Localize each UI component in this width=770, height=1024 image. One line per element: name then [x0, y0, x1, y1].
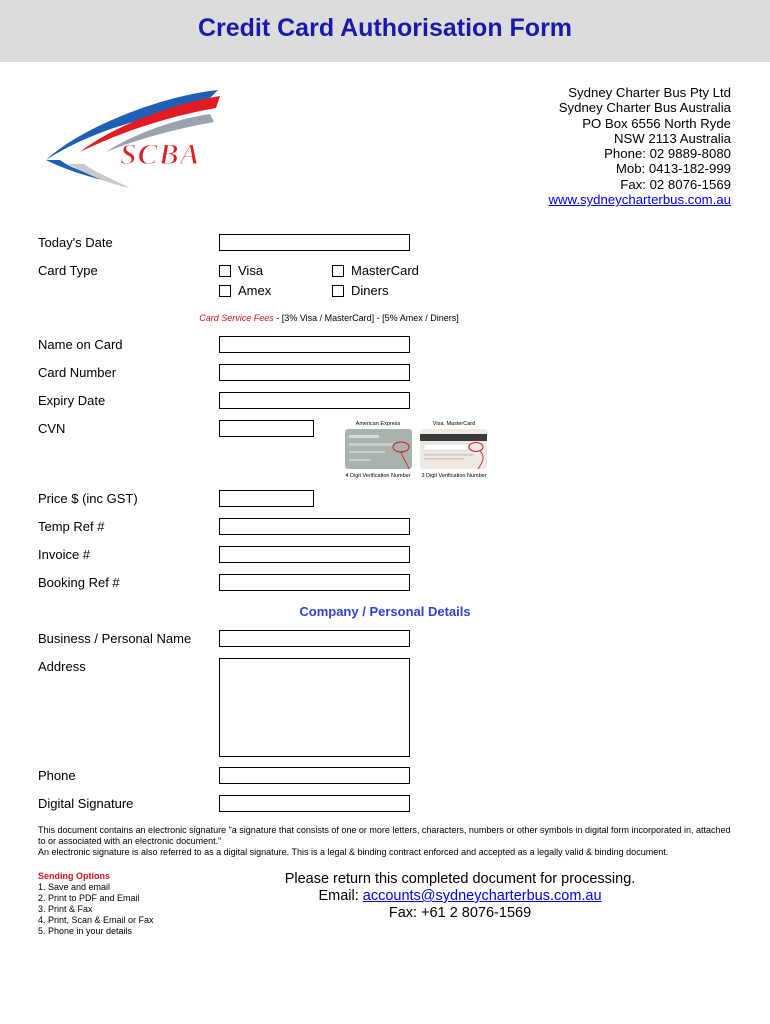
- expiry-date-field[interactable]: [219, 392, 410, 409]
- sending-option: 1. Save and email: [38, 882, 111, 892]
- digital-signature-field[interactable]: [219, 795, 410, 812]
- return-instructions: [250, 871, 670, 922]
- cvn-label: CVN: [38, 421, 66, 436]
- signature-disclaimer: [38, 825, 738, 858]
- booking-ref-label: Booking Ref #: [38, 575, 120, 590]
- svg-text:SCBA: SCBA: [120, 138, 201, 171]
- company-website-link[interactable]: www.sydneycharterbus.com.au: [548, 192, 731, 208]
- sending-options-title: Sending Options: [38, 871, 110, 881]
- name-on-card-field[interactable]: [219, 336, 410, 353]
- return-line: Please return this completed document for processing.: [284, 871, 636, 887]
- company-trading-name: Sydney Charter Bus Australia: [558, 100, 731, 116]
- visa-card-image: [420, 429, 487, 469]
- invoice-label: Invoice #: [38, 547, 91, 562]
- business-name-label: Business / Personal Name: [38, 631, 192, 646]
- price-field[interactable]: [219, 490, 314, 507]
- disclaimer-line-1: This document contains an electronic signature "a signature that consists of one or more letters, characters, numbers or other symbols in digital form incorporated in, attached to or associated with an electronic document.": [38, 825, 731, 846]
- return-fax: Fax: +61 2 8076-1569: [388, 905, 532, 921]
- fees-text: - [3% Visa / MasterCard] - [5% Amex / Diners]: [273, 313, 459, 323]
- todays-date-field[interactable]: [219, 234, 410, 251]
- amex-checkbox[interactable]: [219, 285, 231, 297]
- company-fax: Fax: 02 8076-1569: [620, 176, 731, 192]
- booking-ref-field[interactable]: [219, 574, 410, 591]
- card-number-label: Card Number: [38, 365, 117, 380]
- amex-image-title: American Express: [355, 421, 401, 427]
- card-type-label: Card Type: [38, 263, 98, 278]
- mastercard-checkbox[interactable]: [332, 265, 344, 277]
- page-title: Credit Card Authorisation Form: [197, 14, 573, 42]
- amex-card-image: [345, 429, 412, 469]
- sending-option: 3. Print & Fax: [38, 904, 93, 914]
- temp-ref-label: Temp Ref #: [38, 519, 105, 534]
- fees-label: Card Service Fees: [199, 313, 274, 323]
- mastercard-label: MasterCard: [351, 263, 419, 278]
- company-details: [548, 85, 731, 207]
- company-details-heading: Company / Personal Details: [299, 604, 471, 619]
- scba-logo: [40, 88, 258, 200]
- visa-image-title: Visa, MasterCard: [432, 421, 476, 427]
- visa-image-caption: 3 Digit Verification Number: [421, 473, 487, 479]
- phone-label: Phone: [38, 768, 76, 783]
- diners-label: Diners: [351, 283, 389, 298]
- card-service-fees: [0, 313, 658, 323]
- todays-date-label: Today's Date: [38, 235, 113, 250]
- price-label: Price $ (inc GST): [38, 491, 138, 506]
- amex-image-caption: 4 Digit Verification Number: [345, 473, 411, 479]
- visa-checkbox[interactable]: [219, 265, 231, 277]
- visa-label: Visa: [238, 263, 264, 278]
- cvn-field[interactable]: [219, 420, 314, 437]
- amex-label: Amex: [238, 283, 272, 298]
- card-number-field[interactable]: [219, 364, 410, 381]
- sending-option: 2. Print to PDF and Email: [38, 893, 140, 903]
- company-mobile: Mob: 0413-182-999: [615, 161, 731, 177]
- temp-ref-field[interactable]: [219, 518, 410, 535]
- digital-signature-label: Digital Signature: [38, 796, 134, 811]
- invoice-field[interactable]: [219, 546, 410, 563]
- address-label: Address: [38, 659, 86, 674]
- return-email-link[interactable]: accounts@sydneycharterbus.com.au: [362, 888, 602, 904]
- expiry-date-label: Expiry Date: [38, 393, 106, 408]
- disclaimer-line-2: An electronic signature is also referred to as a digital signature. This is a legal & binding contract enforced and accepted as a legally valid & binding document.: [38, 847, 669, 857]
- sending-option: 4. Print, Scan & Email or Fax: [38, 915, 154, 925]
- company-phone: Phone: 02 9889-8080: [604, 146, 731, 162]
- company-name: Sydney Charter Bus Pty Ltd: [568, 85, 731, 100]
- company-state: NSW 2113 Australia: [613, 130, 731, 146]
- sending-option: 5. Phone in your details: [38, 926, 133, 936]
- phone-field[interactable]: [219, 767, 410, 784]
- business-name-field[interactable]: [219, 630, 410, 647]
- diners-checkbox[interactable]: [332, 285, 344, 297]
- return-email-prefix: Email:: [318, 888, 363, 904]
- company-po-box: PO Box 6556 North Ryde: [582, 115, 731, 131]
- sending-options: [38, 871, 154, 937]
- address-field[interactable]: [219, 658, 410, 757]
- name-on-card-label: Name on Card: [38, 337, 123, 352]
